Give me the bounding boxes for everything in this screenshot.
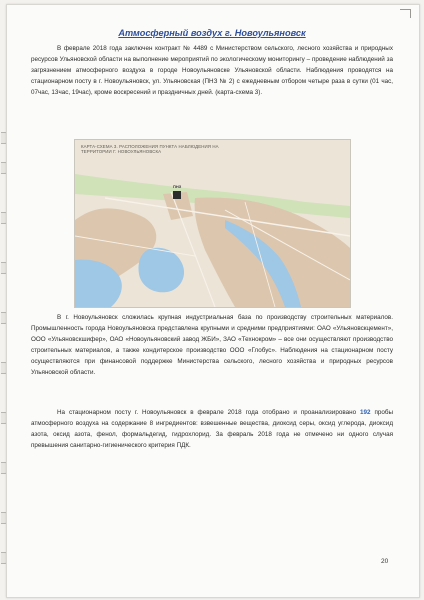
map-station-marker (173, 191, 181, 199)
location-map (74, 139, 351, 308)
paragraph-results-text-end: пробы атмосферного воздуха на содержание 8 ингредиентов: взвешенные вещества, диоксид серы, оксид углерода, диоксид азота, оксид азота, фенол, формальдегид, гидрохлорид. За февраль 2018 года не отмечено ни одного случая превышения санитарно-гигиенического критерия ПДК. (31, 409, 393, 449)
page-number: 20 (381, 558, 389, 565)
map-graphic (75, 140, 350, 307)
corner-mark (400, 9, 411, 18)
samples-count: 192 (360, 409, 371, 416)
paragraph-contract (31, 44, 393, 99)
map-caption: КАРТА-СХЕМА 3. РАСПОЛОЖЕНИЯ ПУНКТА НАБЛЮДЕНИЯ НА ТЕРРИТОРИИ Г. НОВОУЛЬЯНОВСКА (81, 144, 219, 155)
map-station-label: ПНЗ (173, 184, 182, 189)
page-title: Атмосферный воздух г. Новоульяновск (118, 28, 306, 38)
paragraph-industry (31, 313, 393, 378)
paragraph-industry-text: В г. Новоульяновск сложилась крупная индустриальная база по производству строительных материалов. Промышленность города Новоульяновска представлена крупными и средними предприятиями: ОАО «Ульяновскцемент», ООО «Ульяновскшифер», ОАО «Новоульяновский завод ЖБИ», ЗАО «Технокром» – все они осуществляют производство строительных материалов, а также кондитерское производство ООО «Глобус». Наблюдения на стационарном посту осуществляются при финансовой поддержке Министерства сельского, лесного хозяйства и природных ресурсов Ульяновской области. (31, 314, 393, 376)
paragraph-results (31, 408, 393, 452)
paragraph-results-text-start: На стационарном посту г. Новоульяновск в феврале 2018 года отобрано и проанализировано (57, 409, 361, 416)
paragraph-contract-text: В феврале 2018 года заключен контракт № 4489 с Министерством сельского, лесного хозяйства и природных ресурсов Ульяновской области на выполнение мероприятий по экологическому мониторингу – проведение наблюдений за загрязнением атмосферного воздуха в городе Новоульяновске Ульяновской области. Наблюдения проводятся на стационарном посту в г. Новоульяновск, ул. Ульяновская (ПНЗ № 2) с ежедневным отбором четыре раза в сутки (01 час, 07час, 13час, 19час), кроме воскресений и праздничных дней. (карта-схема 3). (31, 45, 393, 96)
